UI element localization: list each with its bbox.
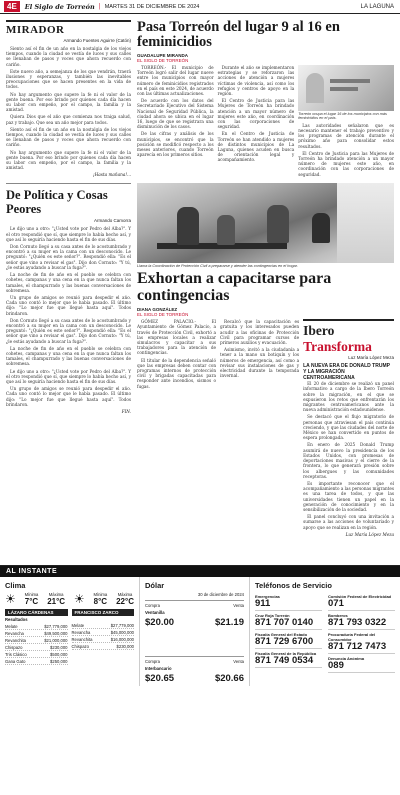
loteria-prize: $230,000	[50, 644, 68, 650]
phone-number[interactable]: 871 712 7473	[328, 640, 387, 652]
loteria-panel	[5, 609, 68, 665]
exhortan-paragraph: GÓMEZ PALACIO.- El Ayuntamiento de Gómez Palacio, a través de Protección Civil, exhortó a las empresas locales a realizar simulacros y capacitar a sus trabajadores para la atención de contingencias.	[137, 319, 217, 356]
mirador-kicker: MIRADOR	[6, 20, 131, 36]
phone-entry	[328, 611, 395, 630]
mirador-signoff: ¡Hasta mañana!...	[92, 172, 131, 178]
politica-paragraph: Un grupo de amigos se reunió para despedir el año. Cada uno contó lo mejor que le había pasado. El último dijo: "Lo mejor fue que llegué hasta aquí". Todos brindaron.	[6, 294, 131, 316]
feminicidios-paragraph: Las autoridades señalaron que es necesario mantener el trabajo preventivo y los programas de atención durante el próximo año para consolidar estos resultados.	[298, 122, 394, 149]
loteria-prize: $230,000	[116, 643, 134, 649]
issue-date: MARTES 31 DE DICIEMBRE DE 2024	[104, 3, 200, 10]
mirador-paragraph: No hay argumento que supere la fe ni el valor de la gente buena. Por eso brindo por quienes cada día hacen su labor con empeño, por el campo, la familia y la amistad.	[6, 149, 131, 171]
phone-name: Denuncia Anónima	[328, 655, 365, 661]
al-instante-grid	[0, 577, 400, 686]
politica-paragraph: Don Cornuto llegó a su casa antes de lo acostumbrado y encontró a su mujer en la cama con un desconocido. Le preguntó: "¿Quién es este señor?". Respondió ella: "Es el señor que vino a revisar el gas". Dijo don Cornuto: "Y tú, ¿le estás ayudando a buscar la fuga?".	[6, 244, 131, 270]
ibero-signature: Luz María López Meza	[345, 531, 394, 537]
politica-paragraph: La noche de fin de año en el pueblo se celebra con cohetes, campanas y una cena en la que nunca faltan los tamales, el champurrado y las buenas conversaciones de sobremesa.	[6, 272, 131, 293]
exhortan-byline	[137, 307, 394, 317]
loteria-row	[5, 651, 68, 658]
dolar-venta: $20.66	[214, 673, 244, 684]
dolar-block	[145, 600, 244, 628]
phone-entry	[328, 654, 395, 673]
paper-name: El Siglo de Torreón	[24, 2, 95, 11]
loteria-name: Melate	[71, 622, 85, 628]
loteria-row	[72, 629, 135, 636]
exhortan-author: DIANA GONZÁLEZ	[137, 307, 178, 313]
section-name: LA LAGUNA	[360, 3, 394, 10]
exhortan-col-2	[220, 319, 299, 536]
feminicidios-col-3	[298, 123, 394, 177]
exhortan-body	[137, 319, 394, 536]
loteria-name: Revanchita	[71, 636, 93, 642]
exhortan-layout	[137, 271, 394, 317]
phone-number[interactable]: 089	[328, 659, 344, 671]
clima-temp: 22°C	[116, 597, 134, 606]
phone-number[interactable]: 871 729 6700	[255, 635, 314, 647]
phone-name: Bomberos	[328, 612, 348, 618]
loteria-prize: $21,000,000	[44, 637, 68, 643]
mirador-paragraph: Siento así el fin de un año en la nostalgia de los viejos tiempos, cuando la ciudad se vestía de luces y sus calles se llenaban de pasos y voces que ahora recuerdo con cariño.	[6, 126, 131, 148]
dolar-header-compra: Compra	[145, 659, 160, 664]
main-column	[137, 20, 394, 537]
mirador-byline: Armando Fuentes Aguirre (Catón)	[63, 38, 131, 43]
feminicidios-byline	[137, 53, 394, 63]
dolar-headers	[145, 659, 244, 664]
loteria-prize: $27,779,000	[110, 622, 134, 628]
dolar-title: Dólar	[145, 581, 165, 590]
graphic-line	[330, 79, 370, 83]
loteria-row	[72, 636, 135, 643]
feminicidios-paragraph: Durante el año se implementaron estrategias y se reforzaron las acciones de atención a mujeres víctimas de violencia, así como los refugios y centros de apoyo en la región.	[217, 65, 295, 97]
phone-name: Cruz Roja Torreón	[255, 612, 290, 618]
page-masthead	[0, 0, 400, 14]
loteria-prize: $45,000,000	[110, 629, 134, 635]
exhortan-headline: Exhortan a capacitarse para contingencias	[137, 270, 332, 304]
telefonos-title: Teléfonos de Servicio	[255, 581, 332, 590]
mirador-paragraph: Quiera Dios que el año que comienza nos traiga salud, paz y trabajo. Que sea un año mejor para todos.	[6, 114, 131, 125]
dolar-row	[145, 673, 244, 684]
photo-person	[217, 215, 235, 245]
ibero-body	[303, 381, 394, 529]
loteria-prize: $16,000,000	[110, 636, 134, 642]
loteria-prize: $49,500,000	[44, 630, 68, 636]
clima-temp: 21°C	[47, 597, 66, 606]
politica-kicker: De Política y Cosas Peores	[6, 183, 131, 216]
phone-name: Comisión Federal de Electricidad	[328, 593, 392, 599]
loterias-panels	[5, 609, 134, 665]
loteria-name: Tris Clásico	[5, 651, 27, 657]
mirador-paragraph: No hay argumento que supere la fe ni el valor de la gente buena. Por eso brindo por quienes cada día hacen su labor con empeño, por el campo, la familia y la amistad.	[6, 91, 131, 113]
masthead-separator: |	[98, 3, 101, 10]
phone-entry	[328, 630, 395, 654]
loteria-name: Gana Gato	[5, 658, 26, 664]
feminicidios-paragraph: De las cifras y análisis de los municipios, se encontró que la posición se modificó respecto a los meses anteriores, cuando Torreón aparecía en los primeros sitios.	[137, 131, 214, 158]
ibero-kicker	[303, 319, 394, 355]
clima-label: Mínima	[93, 592, 108, 597]
loteria-row	[5, 630, 68, 637]
loteria-title: FRANCISCO ZARCO	[72, 609, 135, 616]
ibero-kicker-b: Transforma	[303, 339, 372, 355]
clima-temp: 7°C	[24, 597, 39, 606]
dolar-row	[145, 617, 244, 628]
clima-temps	[5, 592, 134, 606]
ibero-paragraph: Es importante reconocer que el acompañamiento a las personas migrantes es una tarea de todos, y que las universidades tienen un papel en la generación de conocimiento y en la sensibilización de la sociedad.	[303, 480, 394, 512]
ibero-block	[303, 319, 394, 536]
loteria-header: Resultados	[5, 617, 28, 622]
clima-title: Clima	[5, 581, 26, 590]
phone-entry	[328, 592, 395, 611]
telefonos-col-1	[255, 592, 322, 673]
loteria-panel	[72, 609, 135, 665]
phone-name: Procuraduría Federal del Consumidor	[328, 631, 376, 642]
politica-paragraph: La noche de fin de año en el pueblo se celebra con cohetes, campanas y una cena en la que nunca faltan los tamales, el champurrado y las buenas conversaciones de sobremesa.	[6, 345, 131, 367]
ibero-paragraph: El panel concluyó con una invitación a sumarse a las acciones de voluntariado y apoyo que se realizan en la región.	[303, 514, 394, 530]
silhouette-shape	[306, 73, 324, 103]
phone-name: Emergencias	[255, 593, 280, 599]
dolar-compra: $20.65	[145, 673, 175, 684]
exhortan-location: EL SIGLO DE TORREÓN	[137, 312, 189, 318]
dolar-compra: $20.00	[145, 617, 175, 628]
clima-label: Máxima	[117, 592, 133, 597]
feminicidios-caption: Torreón ocupa el lugar 16 de los municipios con más feminicidios en el país.	[298, 112, 387, 121]
feminicidios-photo	[298, 65, 394, 111]
exhortan-photo	[137, 183, 394, 263]
loteria-row	[5, 658, 68, 665]
exhortan-paragraph: Asimismo, invitó a la ciudadanía a tener a la mano un botiquín y los números de emergencia, así como a revisar sus instalaciones de gas y electricidad durante la temporada invernal.	[220, 347, 300, 379]
phone-number[interactable]: 071	[328, 597, 344, 609]
ibero-kicker-a: Ibero	[303, 323, 335, 339]
ibero-subhead: LA NUEVA ERA DE DONALD TRUMP Y LA MIGRACIÓN CENTROAMERICANA	[303, 363, 390, 382]
feminicidios-graphic	[298, 65, 394, 179]
sun-icon: ☀	[73, 592, 85, 606]
ibero-paragraph: Se destacó que el flujo migratorio de personas que atraviesan el país continúa creciendo, y que las ciudades del norte de México se han convertido en puntos de espera prolongada.	[303, 414, 394, 441]
loteria-prize: $500,000	[50, 651, 68, 657]
feminicidios-paragraph: El Centro de Justicia para las Mujeres de Torreón ha brindado atención a un mayor número de mujeres este año, en coordinación con las corporaciones de seguridad.	[298, 150, 394, 177]
loteria-prize: $27,779,000	[44, 623, 68, 629]
clima-label: Máxima	[48, 592, 64, 597]
dolar-block	[145, 656, 244, 684]
dolar-header-compra: Compra	[145, 603, 160, 608]
clima-temp: 8°C	[93, 597, 108, 606]
mirador-paragraph: Siento así el fin de un año en la nostalgia de los viejos tiempos, cuando la ciudad se vestía de luces y sus calles se llenaban de pasos y voces que ahora recuerdo con cariño.	[6, 46, 131, 67]
clima-item	[47, 592, 65, 606]
loteria-row	[5, 644, 68, 651]
politica-byline: Armando Camorra	[93, 218, 131, 224]
loteria-row	[5, 623, 68, 630]
telefonos-grid	[255, 592, 395, 673]
phone-entry	[255, 592, 322, 611]
mirador-paragraph: Este nuevo año, a semejanza de los que vendrán, traerá ilusiones y esperanzas, y también las inevitables preocupaciones que se hacen presentes en la vida de todos.	[6, 68, 131, 90]
feminicidios-col-2	[218, 65, 295, 179]
ibero-paragraph: El 20 de diciembre se realizó un panel informativo a cargo de la Ibero Torreón sobre la migración, en el que se expusieron los retos que enfrentarán los migrantes centroamericanos ante la nueva administración estadounidense.	[303, 381, 394, 413]
photo-person	[312, 213, 330, 243]
feminicidios-paragraph: De acuerdo con los datos del Secretariado Ejecutivo del Sistema Nacional de Seguridad Pública, la ciudad ahora se ubica en el lugar 16, luego de que se registrara una disminución de los casos.	[137, 98, 214, 130]
mirador-body	[6, 46, 131, 170]
politica-paragraph: Un grupo de amigos se reunió para despedir el año. Cada uno contó lo mejor que le había pasado. El último dijo: "Lo mejor fue que llegué hasta aquí". Todos brindaron.	[6, 386, 131, 407]
al-instante-bar: AL INSTANTE	[0, 566, 400, 577]
feminicidios-paragraph: En el Centro de Justicia de Torreón se han atendido a mujeres de distintos municipios de La Laguna, quienes acuden en busca de orientación legal y acompañamiento.	[217, 131, 295, 163]
feminicidios-paragraph: TORREÓN.- El municipio de Torreón logró salir del lugar nueve entre los municipios con mayor número de feminicidios registrados en el país en este 2024, de acuerdo con las últimas actualizaciones.	[137, 65, 214, 97]
photo-wall	[337, 183, 394, 263]
telefonos-col-2	[328, 592, 395, 673]
dolar-row-label: Interbancario	[145, 666, 172, 671]
phone-entry	[255, 649, 322, 668]
ibero-paragraph: En enero de 2025 Donald Trump asumirá de nuevo la presidencia de los Estados Unidos, con promesas de deportaciones masivas y el cierre de la frontera, lo que generará presión sobre los albergues y las comunidades receptoras.	[303, 442, 394, 479]
dolar-header-venta: Venta	[233, 603, 244, 608]
dolar-date: 30 de diciembre de 2024	[197, 592, 244, 597]
politica-body	[6, 226, 131, 407]
phone-number[interactable]: 871 749 0534	[255, 654, 314, 666]
page-number: 4E	[4, 1, 20, 12]
loteria-name: Melate	[5, 623, 18, 629]
loteria-name: Revancha	[71, 629, 91, 635]
feminicidios-paragraph: El Centro de Justicia para las Mujeres de Torreón ha brindado atención a un mayor número de mujeres este año, en coordinación con las corporaciones de seguridad.	[217, 98, 295, 130]
loteria-name: Chispazo	[5, 644, 23, 650]
left-column	[6, 20, 131, 414]
exhortan-col-1	[137, 319, 216, 536]
loteria-row	[72, 643, 135, 650]
feminicidios-location: EL SIGLO DE TORREÓN	[137, 58, 189, 63]
telefonos-column	[250, 577, 400, 686]
dolar-column	[140, 577, 250, 686]
ibero-byline: Luz María López Meza	[348, 355, 394, 361]
loteria-name: Revanchita	[5, 637, 26, 643]
feminicidios-headline: Pasa Torreón del lugar 9 al 16 en feminicidios	[137, 19, 340, 50]
feminicidios-author: GUADALUPE MIRANDA	[137, 53, 188, 58]
phone-number[interactable]: 871 793 0322	[328, 616, 387, 628]
clima-label: Mínima	[24, 592, 39, 597]
exhortan-head-block	[137, 271, 394, 317]
loteria-title: LÁZARO CÁRDENAS	[5, 609, 68, 616]
clima-item	[116, 592, 134, 606]
loteria-row	[72, 622, 135, 629]
exhortan-photo-caption: Llama la Coordinación de Protección Civil a prepararse y atender las contingencias en el hogar.	[137, 263, 298, 268]
feminicidios-layout	[137, 65, 394, 179]
dolar-header-venta: Venta	[233, 659, 244, 664]
feminicidios-col-1	[137, 65, 214, 179]
clima-column	[0, 577, 140, 686]
dolar-venta: $21.19	[214, 617, 244, 628]
al-instante-section	[0, 565, 400, 795]
phone-number[interactable]: 871 707 0140	[255, 616, 314, 628]
exhortan-paragraph: Recalcó que la capacitación es gratuita y los interesados pueden acudir a las oficinas de Protección Civil para programar cursos de primeros auxilios y evacuación.	[220, 319, 300, 346]
clima-item	[94, 592, 108, 606]
graphic-line	[330, 87, 358, 91]
clima-item	[25, 592, 39, 606]
phone-number[interactable]: 911	[255, 597, 271, 609]
politica-signoff: FIN.	[121, 408, 131, 414]
loteria-name: Chispazo	[71, 643, 89, 649]
phone-entry	[255, 630, 322, 649]
dolar-headers	[145, 603, 244, 608]
photo-person	[177, 207, 199, 245]
politica-paragraph: Le dijo uno a otro: "¿Usted vote por Pedro del Alba?". Y el otro respondió que sí, que siempre lo había hecho así, y que así lo seguiría haciendo hasta el fin de sus días.	[6, 226, 131, 242]
politica-paragraph: Don Cornuto llegó a su casa antes de lo acostumbrado y encontró a su mujer en la cama con un desconocido. Le preguntó: "¿Quién es este señor?". Respondió ella: "Es el señor que vino a revisar el gas". Dijo don Cornuto: "Y tú, ¿le estás ayudando a buscar la fuga?".	[6, 317, 131, 344]
loteria-row	[5, 637, 68, 644]
sun-icon: ☀	[5, 592, 16, 606]
photo-person	[267, 205, 289, 243]
politica-paragraph: Le dijo uno a otro: "¿Usted vote por Pedro del Alba?". Y el otro respondió que sí, que siempre lo había hecho así, y que así lo seguiría haciendo hasta el fin de sus días.	[6, 368, 131, 384]
phone-name: Fiscalía General del Estado	[255, 631, 308, 637]
dolar-row-label: Ventanilla	[145, 610, 165, 615]
phone-name: Fiscalía General de la República	[255, 650, 317, 656]
exhortan-paragraph: El titular de la dependencia señaló que las empresas deben contar con programas internos de protección civil y brigadas capacitadas para responder ante incendios, sismos o fugas.	[137, 357, 217, 389]
loteria-name: Revancha	[5, 630, 24, 636]
phone-entry	[255, 611, 322, 630]
loteria-prize: $250,000	[50, 658, 68, 664]
